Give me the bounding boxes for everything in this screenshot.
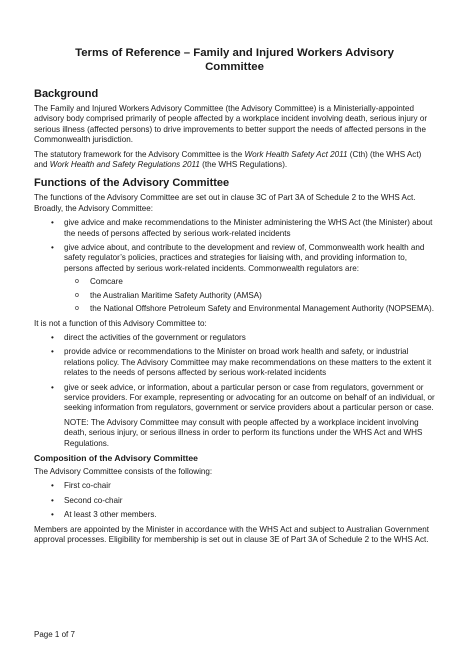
background-paragraph: The Family and Injured Workers Advisory Committee (the Advisory Committee) is a Ministerially-appointed advisory body comprised primarily of people affected by a workplace incident involving death, serious injury or serious illness (affected persons) to drive improvements to better support the needs of affected persons in the Commonwealth jurisdiction. xyxy=(34,104,428,145)
note-paragraph: NOTE: The Advisory Committee may consult with people affected by a workplace incident involving death, serious injury, or serious illness in order to perform its functions under the WHS Act and WHS Regulations. xyxy=(64,417,423,448)
list-item: • Second co-chair xyxy=(64,496,435,506)
functions-heading: Functions of the Advisory Committee xyxy=(34,177,230,190)
regulator-item: o the National Offshore Petroleum Safety and Environmental Management Authority (NOPSEMA). xyxy=(90,304,435,314)
list-item-text: give advice about, and contribute to the development and review of, Commonwealth work health and safety regulator’s policies, practices and strategies for liaising with, and providing information to, persons affected by serious work-related incidents. Commonwealth regulators are: xyxy=(64,243,425,273)
framework-text-1: The statutory framework for the Advisory Committee is the xyxy=(34,149,245,159)
whs-act-title: Work Health Safety Act 2011 xyxy=(244,149,348,159)
functions-intro: The functions of the Advisory Committee are set out in clause 3C of Part 3A of Schedule 2 to the WHS Act. Broadly, the Advisory Committee: xyxy=(34,193,416,213)
framework-text-2: (Cth) (the WHS Act) and xyxy=(34,149,422,170)
list-item: • direct the activities of the government or regulators xyxy=(64,333,435,343)
background-heading: Background xyxy=(34,88,99,100)
regulator-item: o the Australian Maritime Safety Authority (AMSA) xyxy=(90,291,435,301)
regulator-item: o Comcare xyxy=(90,277,435,287)
document-title: Terms of Reference – Family and Injured Workers Advisory Committee xyxy=(75,47,394,73)
not-functions-list xyxy=(34,333,435,449)
regulators-list xyxy=(64,277,435,314)
statutory-framework-paragraph xyxy=(34,150,435,171)
framework-text-3: (the WHS Regulations). xyxy=(199,160,288,170)
functions-list xyxy=(34,218,435,314)
list-item xyxy=(64,243,435,314)
composition-heading: Composition of the Advisory Committee xyxy=(34,452,198,463)
list-item xyxy=(64,383,435,449)
list-item-text: give or seek advice, or information, about a particular person or case from regulators, government or service providers. For example, representing or advocating for an outcome on behalf of an individual, or seeking information from regulators, government or service providers about a particular person or case. xyxy=(64,382,435,413)
composition-intro: The Advisory Committee consists of the following: xyxy=(34,466,213,476)
list-item: • give advice and make recommendations to the Minister administering the WHS Act (the Minister) about the needs of persons affected by serious work-related incidents xyxy=(64,218,435,239)
not-function-intro: It is not a function of this Advisory Committee to: xyxy=(34,318,207,328)
list-item: • At least 3 other members. xyxy=(64,510,435,520)
composition-list xyxy=(34,481,435,520)
page-number: Page 1 of 7 xyxy=(34,630,75,639)
list-item: • provide advice or recommendations to the Minister on broad work health and safety, or industrial relations policy. The Advisory Committee may make recommendations on these matters to the extent it relates to the needs of persons affected by serious work-related incidents xyxy=(64,347,435,378)
list-item: • First co-chair xyxy=(64,481,435,491)
membership-paragraph: Members are appointed by the Minister in accordance with the WHS Act and subject to Australian Government approval processes. Eligibility for membership is set out in clause 3E of Part 3A of Schedule 2 to the WHS Act. xyxy=(34,524,429,544)
whs-regulations-title: Work Health and Safety Regulations 2011 xyxy=(49,160,200,170)
